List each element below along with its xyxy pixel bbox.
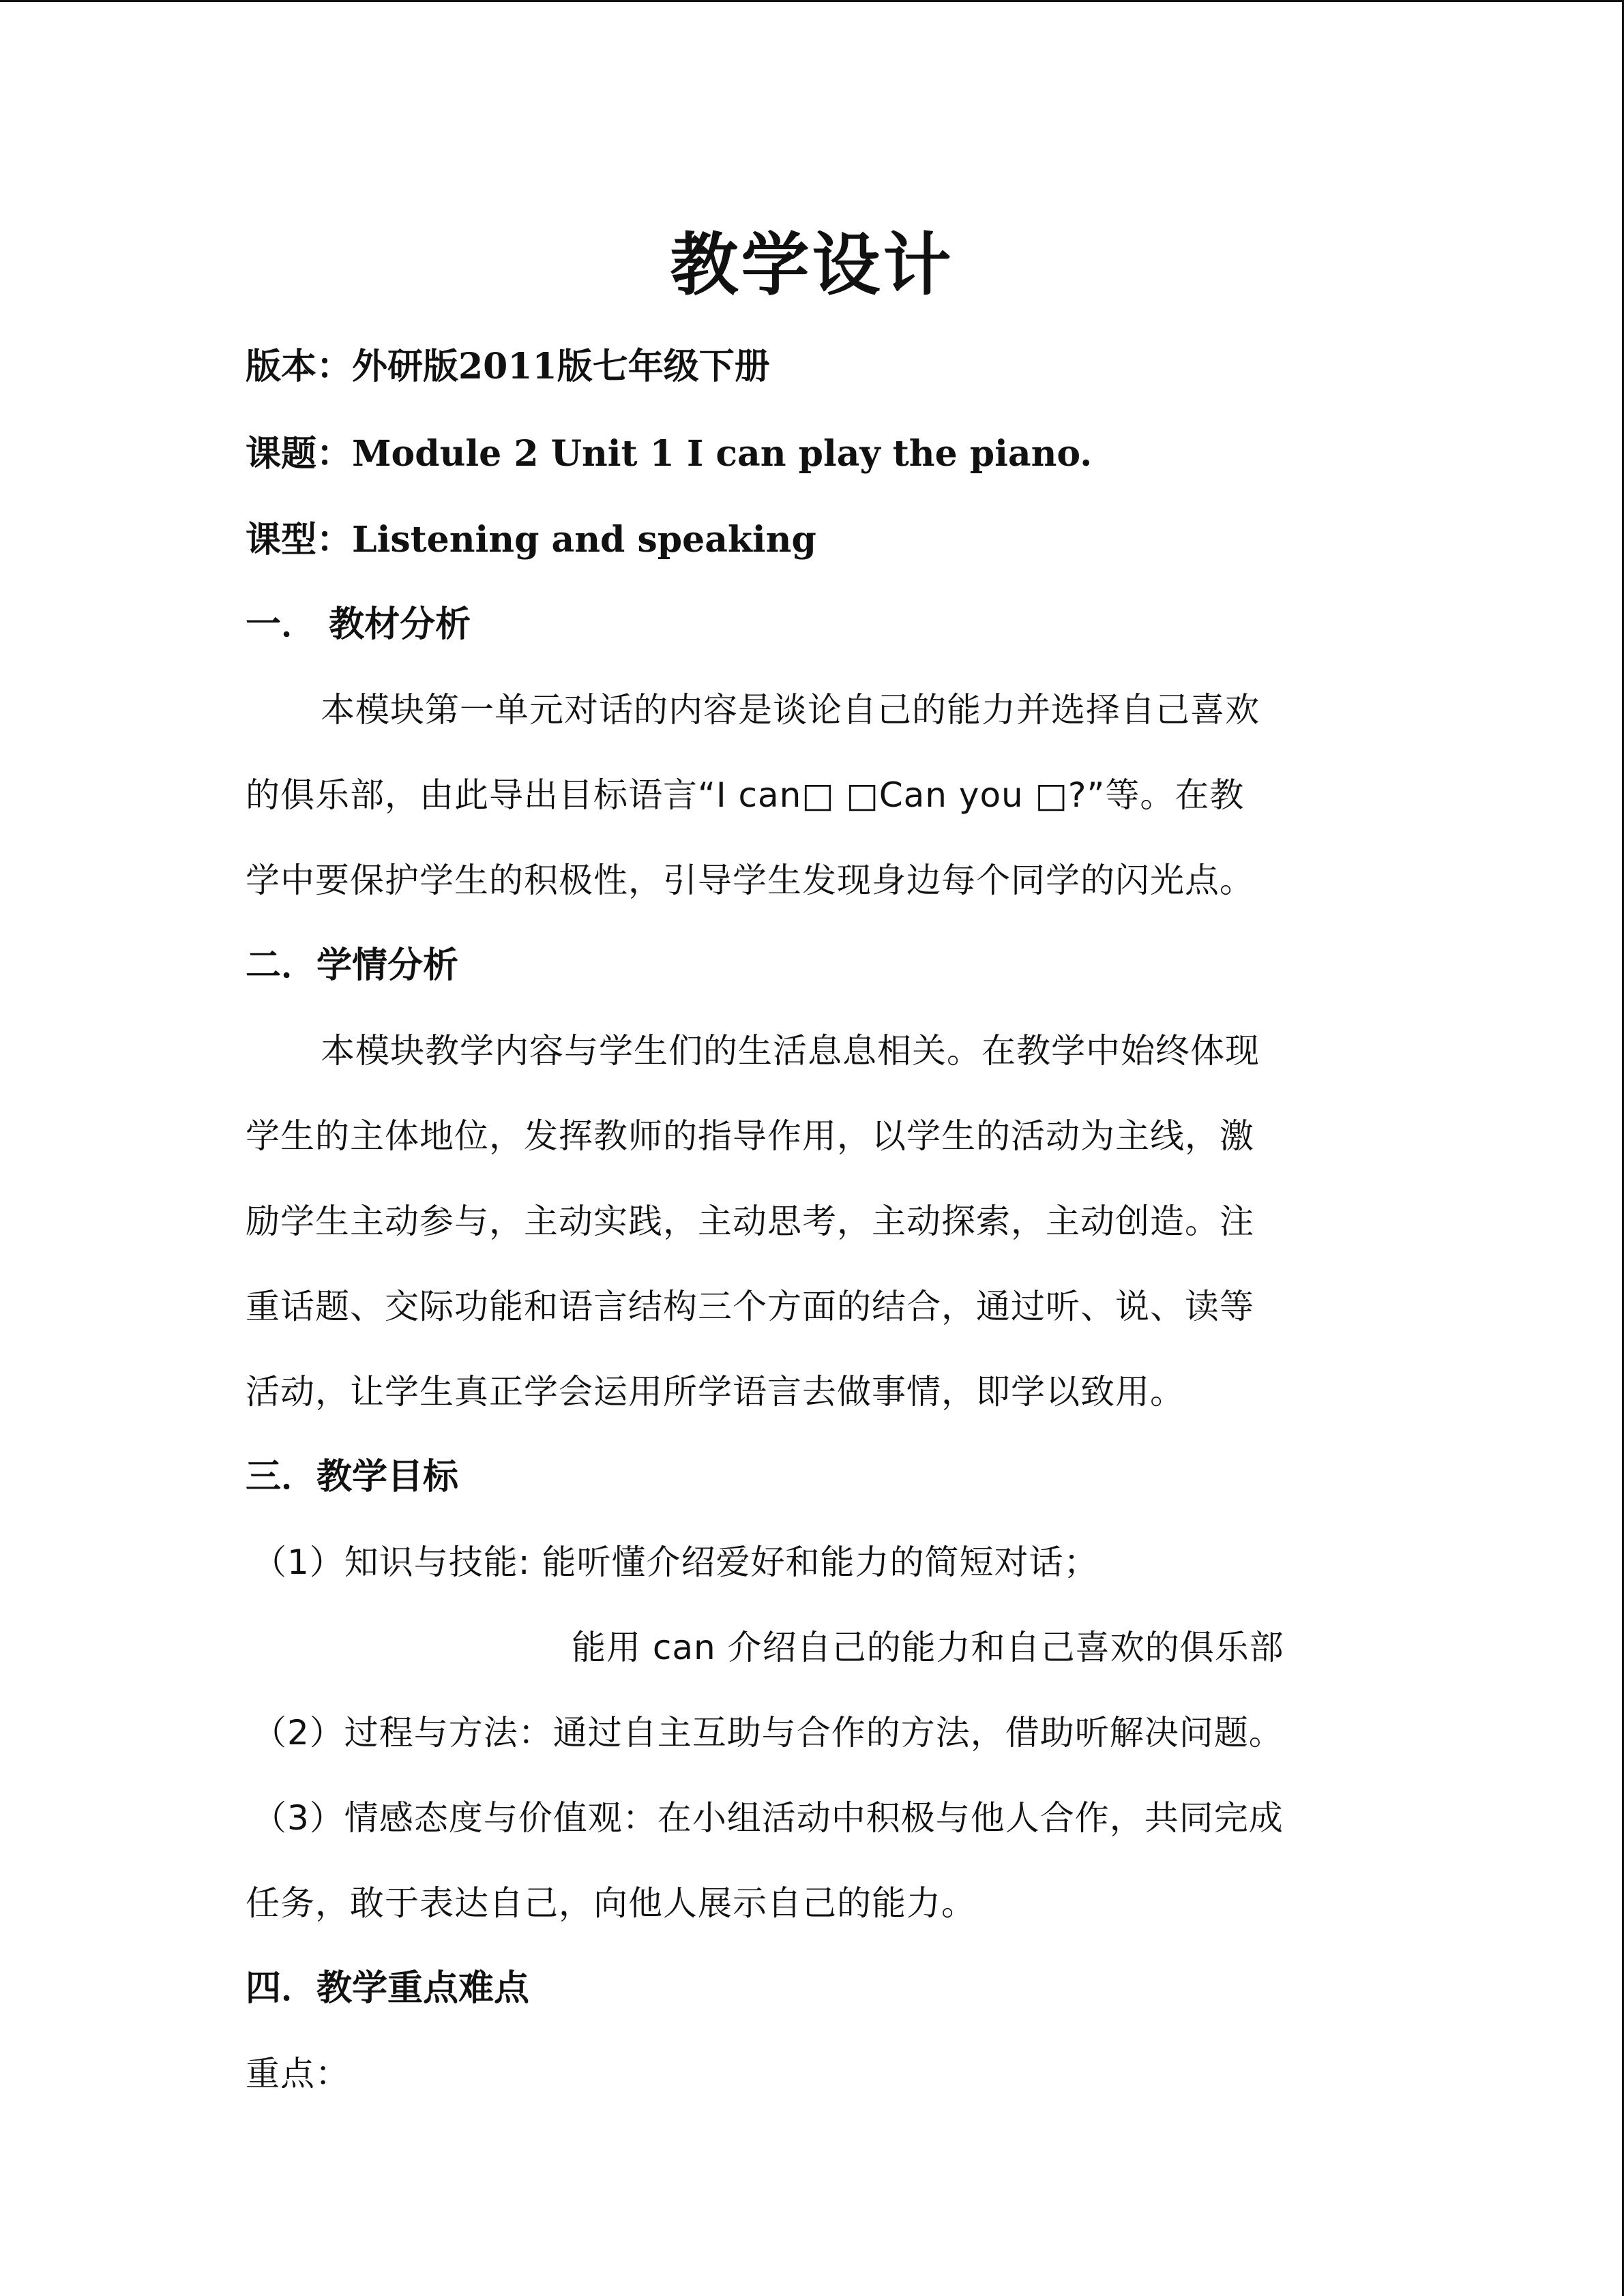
section-3-item-1-cont: 能用 can 介绍自己的能力和自己喜欢的俱乐部 xyxy=(572,1628,1284,1667)
section-1-line-1: 本模块第一单元对话的内容是谈论自己的能力并选择自己喜欢 xyxy=(321,690,1260,730)
section-2-line-5: 活动，让学生真正学会运用所学语言去做事情，即学以致用。 xyxy=(246,1372,1185,1412)
meta-type: 课型：Listening and speaking xyxy=(246,519,816,561)
section-4-item-1: 重点： xyxy=(246,2054,350,2093)
section-1-line-2: 的俱乐部，由此导出目标语言“I can□ □Can you □?”等。在教 xyxy=(246,775,1245,815)
section-3-item-3-cont: 任务，敢于表达自己，向他人展示自己的能力。 xyxy=(246,1883,976,1923)
meta-edition: 版本：外研版2011版七年级下册 xyxy=(246,346,770,387)
document-title: 教学设计 xyxy=(670,224,954,305)
section-2-line-1: 本模块教学内容与学生们的生活息息相关。在教学中始终体现 xyxy=(321,1031,1260,1071)
section-3-item-2: （2）过程与方法：通过自主互助与合作的方法，借助听解决问题。 xyxy=(252,1713,1284,1753)
section-4-heading: 四．教学重点难点 xyxy=(246,1967,530,2009)
section-1-heading: 一． 教材分析 xyxy=(246,603,471,645)
section-3-item-1: （1）知识与技能: 能听懂介绍爱好和能力的简短对话； xyxy=(252,1542,1099,1582)
section-1-line-3: 学中要保护学生的积极性，引导学生发现身边每个同学的闪光点。 xyxy=(246,861,1254,900)
section-3-item-3: （3）情感态度与价值观：在小组活动中积极与他人合作，共同完成 xyxy=(252,1798,1284,1838)
section-2-line-2: 学生的主体地位，发挥教师的指导作用，以学生的活动为主线，激 xyxy=(246,1116,1254,1156)
meta-topic: 课题：Module 2 Unit 1 I can play the piano. xyxy=(246,433,1093,475)
section-3-heading: 三．教学目标 xyxy=(246,1456,459,1497)
section-2-line-4: 重话题、交际功能和语言结构三个方面的结合，通过听、说、读等 xyxy=(246,1287,1254,1326)
section-2-line-3: 励学生主动参与，主动实践，主动思考，主动探索，主动创造。注 xyxy=(246,1202,1254,1241)
section-2-heading: 二．学情分析 xyxy=(246,944,459,986)
